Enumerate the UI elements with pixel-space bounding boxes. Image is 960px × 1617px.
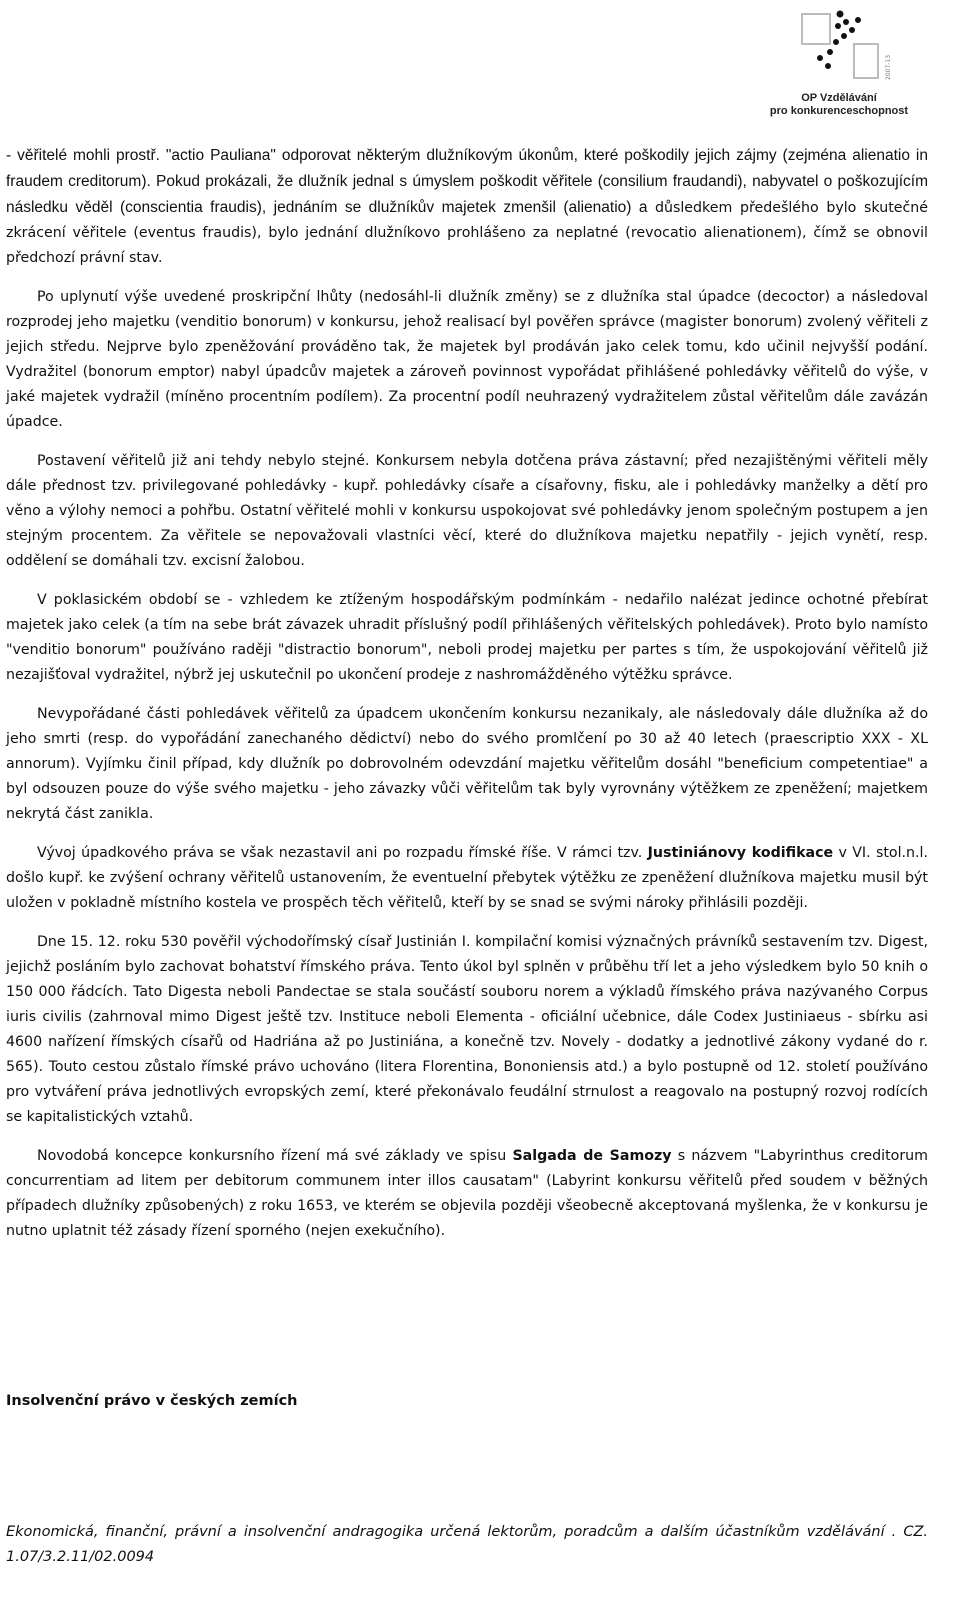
paragraph-7: Dne 15. 12. roku 530 pověřil východořímský císař Justinián I. kompilační komisi význačných právníků sestavením tzv. Digest, jejichž posláním bylo zachovat bohatství římského práva. Tento úkol byl splněn v průběhu tří let a jeho výsledkem bylo 50 knih o 150 000 řádcích. Tato Digesta neboli Pandectae se stala součástí souboru norem a výkladů římského práva nazývaného Corpus iuris civilis (zahrnoval mimo Digest ještě tzv. Instituce neboli Elementa - oficiální učebnice, dále Codex Justiniaeus - sbírku asi 4600 nařízení římských císařů od Hadriána až po Justiniána, a konečně tzv. Novely - dodatky a jednotlivé zákony vydané do r. 565). Touto cestou zůstalo římské právo uchováno (litera Florentina, Bononiensis atd.) a bylo postupně od 12. století používáno pro vytváření práva jednotlivých evropských zemí, které překonávalo feudální strnulost a reagovalo na postupný rozvoj rodících se kapitalistických vztahů.: [6, 934, 928, 1125]
paragraph-5: Nevypořádané části pohledávek věřitelů za úpadcem ukončením konkursu nezanikaly, ale následovaly dále dlužníka až do jeho smrti (resp. do vypořádání zanechaného dědictví) nebo do svého promlčení po 30 až 40 letech (praescriptio XXX - XL annorum). Vyjímku činil případ, kdy dlužník po dobrovolném odevzdání majetku věřitelům dosáhl "beneficium competentiae" a byl odsouzen pouze do výše svého majetku - jeho závazky vůči věřitelům tak byly vyrovnány výtěžkem ze zpeněžení; majetkem nekrytá část zanikla.: [6, 706, 928, 822]
paragraph-1-rest: důsledkem předešlého bylo skutečné zkrácení věřitele (eventus fraudis), bylo jednání dlužníkovo prohlášeno za neplatné (revocatio alienationem), čímž se obnovil předchozí právní stav.: [6, 200, 929, 266]
paragraph-8-end: s názvem "Labyrinthus creditorum concurrentiam ad litem per debitorum communem inter illos causatam" (Labyrint konkursu věřitelů před soudem v běžných případech dlužníky způsobených) z roku 1653, ve kterém se objevila později všeobecně akceptovaná myšlenka, že v konkursu je nutno uplatnit též zásady řízení sporného (nejen exekučního).: [6, 1148, 928, 1239]
justinian-codification: Justiniánovy kodifikace: [647, 845, 834, 861]
paragraph-6-start: Vývoj úpadkového práva se však nezastavil ani po rozpadu římské říše. V rámci tzv.: [37, 845, 648, 861]
paragraph-1-lead: - věřitelé mohli prostř. "actio Pauliana" odporovat některým dlužníkovým úkonům, které poškodily jejich zájmy (zejména alienatio in fraudem creditorum). Pokud prokázali, že dlužník jednal s úmyslem poškodit věřitele (consilium fraudandi), nabyvatel o poškozujícím následku věděl (conscientia fraudis), jednáním se dlužníkův majetek zmenšil (alienatio) a: [6, 147, 928, 216]
op-logo: [764, 8, 944, 116]
paragraph-3: Postavení věřitelů již ani tehdy nebylo stejné. Konkursem nebyla dotčena práva zástavní; před nezajištěnými věřiteli měly dále přednost tzv. privilegované pohledávky - kupř. pohledávky císaře a císařovny, fisku, ale i pohledávky manželky a dětí pro věno a výlohy nemoci a pohřbu. Ostatní věřitelé mohli v konkursu uspokojovat své pohledávky jenom společným postupem a jen stejným procentem. Za věřitele se nepovažovali vlastníci věcí, které do dlužníkova majetku nepatřily - jejich vynětí, resp. oddělení se domáhali tzv. excisní žalobou.: [6, 453, 928, 569]
document-body: [6, 143, 928, 1258]
section-heading: Insolvenční právo v českých zemích: [6, 1393, 298, 1409]
logo-years: 2007-13: [885, 54, 892, 80]
salgado-de-samoza: Salgada de Samozy: [512, 1148, 672, 1164]
paragraph-8: [6, 1144, 928, 1244]
paragraph-6: [6, 841, 928, 916]
paragraph-4: V poklasickém období se - vzhledem ke ztíženým hospodářským podmínkám - nedařilo nalézat jedince ochotné přebírat majetek jako celek (a tím na sebe brát závazek uhradit příslušný podíl přihlášených věřitelských pohledávek). Proto bylo namísto "venditio bonorum" používáno raději "distractio bonorum", neboli prodej majetku per partes s tím, že uspokojování věřitelů již nezajišťoval vydražitel, nýbrž jej uskutečnil po ukončení prodeje z nashromážděného výtěžku správce.: [6, 592, 928, 683]
paragraph-6-end: v VI. stol.n.l. došlo kupř. ke zvýšení ochrany věřitelů ustanovením, že eventuelní přebytek výtěžku ze zpeněžení dlužníkova majetku musil být uložen v pokladně místního kostela ve prospěch těch věřitelů, kteří by se snad se svými nároky přihlásili později.: [6, 845, 928, 911]
logo-line-2: pro konkurenceschopnost: [769, 105, 909, 117]
logo-line-1: OP Vzdělávání: [801, 92, 877, 104]
paragraph-2: Po uplynutí výše uvedené proskripční lhůty (nedosáhl-li dlužník změny) se z dlužníka stal úpadce (decoctor) a následoval rozprodej jeho majetku (venditio bonorum) v konkursu, jehož realisací byl pověřen správce (magister bonorum) zvolený věřiteli z jejich středu. Nejprve bylo zpeněžování prováděno tak, že majetek byl prodáván jako celek tomu, kdo učinil nejvyšší podání. Vydražitel (bonorum emptor) nabyl úpadcův majetek a zároveň povinnost vypořádat přihlášené pohledávky věřitelů do výše, v jaké majetek vydražil (míněno procentním podílem). Za procentní podíl neuhrazený vydražitelem zůstal věřitelům dále zavázán úpadce.: [6, 289, 928, 430]
paragraph-1: [6, 143, 928, 271]
footer-text: Ekonomická, finanční, právní a insolvenční andragogika určená lektorům, poradcům a dalším účastníkům vzdělávání . CZ. 1.07/3.2.11/02.0094: [6, 1524, 928, 1565]
op-logo-graphic: [794, 8, 894, 88]
paragraph-8-start: Novodobá koncepce konkursního řízení má své základy ve spisu: [37, 1148, 513, 1164]
